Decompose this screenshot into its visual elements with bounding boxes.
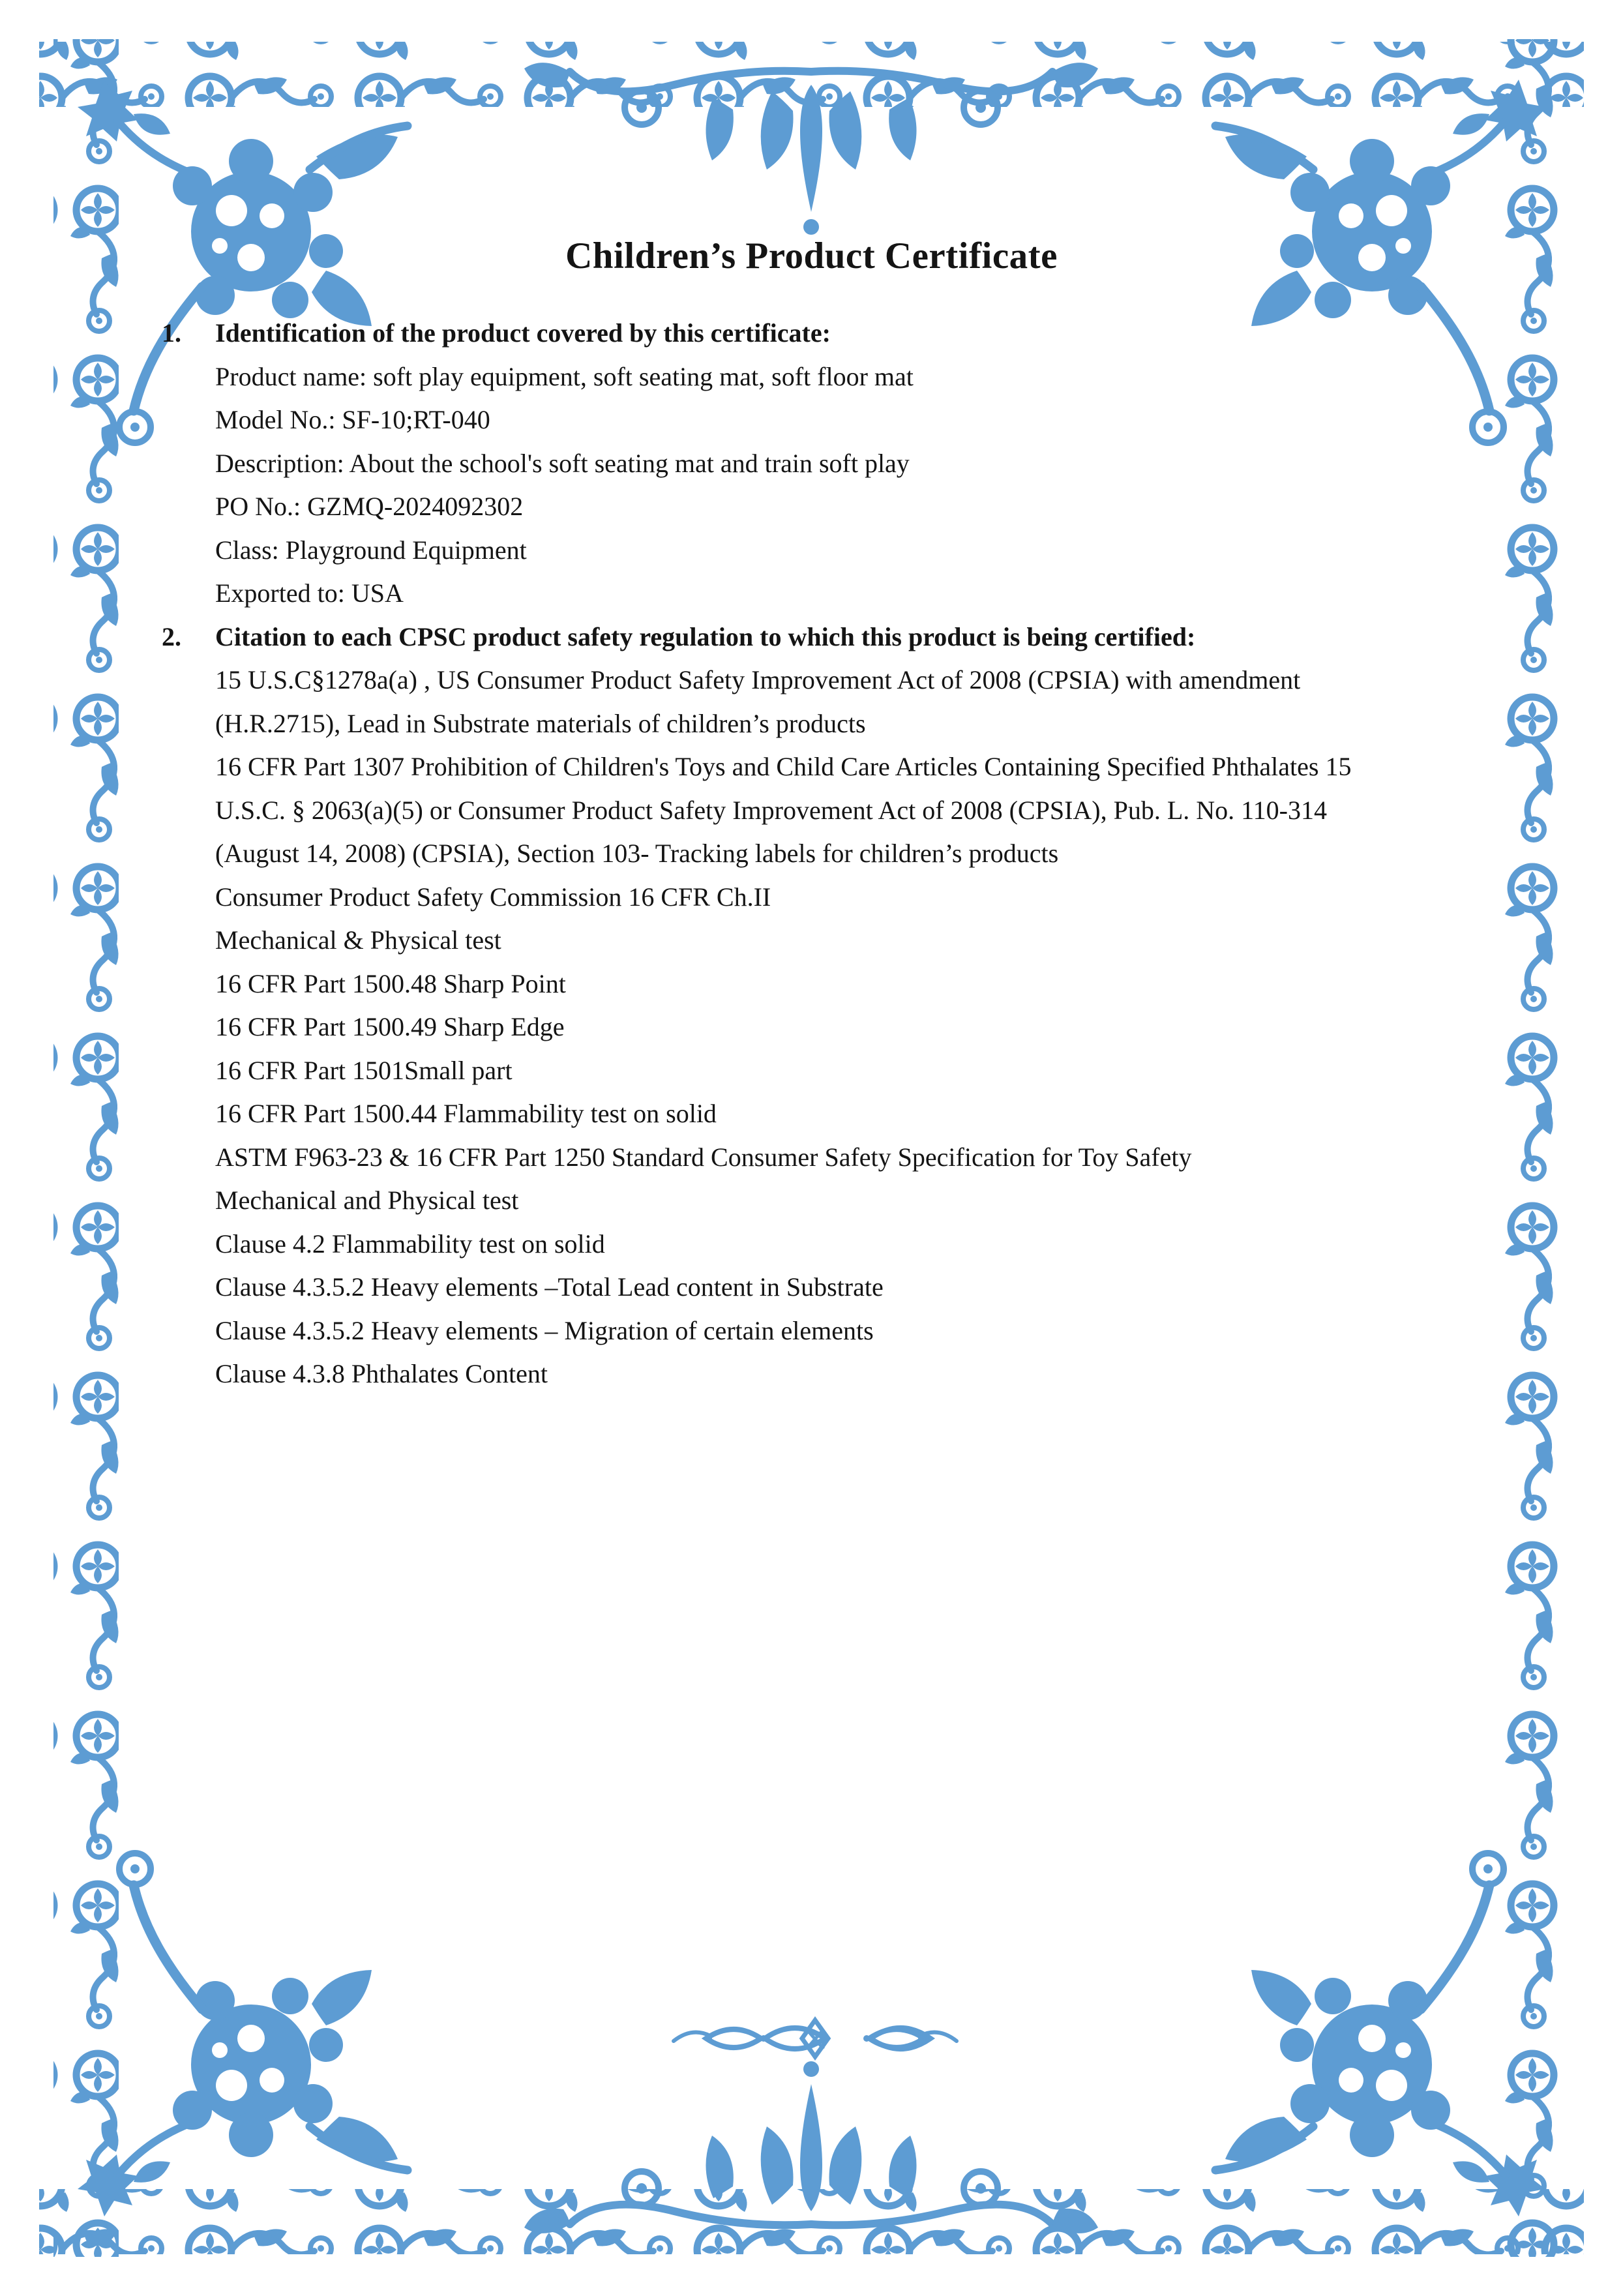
certificate-line: 16 CFR Part 1500.48 Sharp Point [215,968,566,998]
border-band-left [53,39,119,2257]
border-corner-bottom-left [78,1853,408,2216]
certificate-line: 16 CFR Part 1500.44 Flammability test on solid [215,1099,717,1128]
certificate-line: Exported to: USA [215,578,404,608]
section-number: 2. [162,621,181,651]
certificate-line: 16 CFR Part 1307 Prohibition of Children's Toys and Child Care Articles Containing Specified Phthalates 15 [215,752,1352,781]
certificate-line: (H.R.2715), Lead in Substrate materials of children’s products [215,708,866,738]
certificate-line: Product name: soft play equipment, soft seating mat, soft floor mat [215,361,914,391]
certificate-line: Clause 4.2 Flammability test on solid [215,1229,605,1259]
section-heading [162,616,1440,659]
certificate-line: 16 CFR Part 1500.49 Sharp Edge [215,1012,565,1041]
certificate-line: Description: About the school's soft seating mat and train soft play [215,448,910,478]
certificate-line: Consumer Product Safety Commission 16 CFR Ch.II [215,882,771,912]
certificate-line: 16 CFR Part 1501Small part [215,1055,513,1085]
certificate-line: Clause 4.3.8 Phthalates Content [215,1359,548,1388]
certificate-body [162,312,1440,1396]
bottom-divider-ornament [668,2014,962,2065]
section-heading-text: Citation to each CPSC product safety regulation to which this product is being certified: [215,621,1196,651]
border-medallion-top [524,63,1098,235]
certificate-line: ASTM F963-23 & 16 CFR Part 1250 Standard Consumer Safety Specification for Toy Safety [215,1142,1192,1172]
certificate-line: Class: Playground Equipment [215,535,527,565]
certificate-title: Children’s Product Certificate [565,235,1058,276]
section-heading [162,312,1440,355]
border-medallion-bottom [524,2061,1098,2233]
certificate-line: Mechanical and Physical test [215,1185,519,1215]
certificate-line: Clause 4.3.5.2 Heavy elements – Migration of certain elements [215,1315,874,1345]
border-band-right [1504,39,1570,2257]
certificate-line: U.S.C. § 2063(a)(5) or Consumer Product Safety Improvement Act of 2008 (CPSIA), Pub. L. No. 110-314 [215,795,1327,825]
certificate-line: Mechanical & Physical test [215,925,501,955]
certificate-line: (August 14, 2008) (CPSIA), Section 103- Tracking labels for children’s products [215,839,1059,868]
section-number: 1. [162,318,181,348]
certificate-line: Clause 4.3.5.2 Heavy elements –Total Lead content in Substrate [215,1272,884,1302]
section-heading-text: Identification of the product covered by this certificate: [215,318,831,348]
certificate-line: PO No.: GZMQ-2024092302 [215,492,524,521]
certificate-line: Model No.: SF-10;RT-040 [215,405,490,434]
border-corner-bottom-right [1215,1853,1545,2216]
certificate-line: 15 U.S.C§1278a(a) , US Consumer Product Safety Improvement Act of 2008 (CPSIA) with amendment [215,665,1301,694]
